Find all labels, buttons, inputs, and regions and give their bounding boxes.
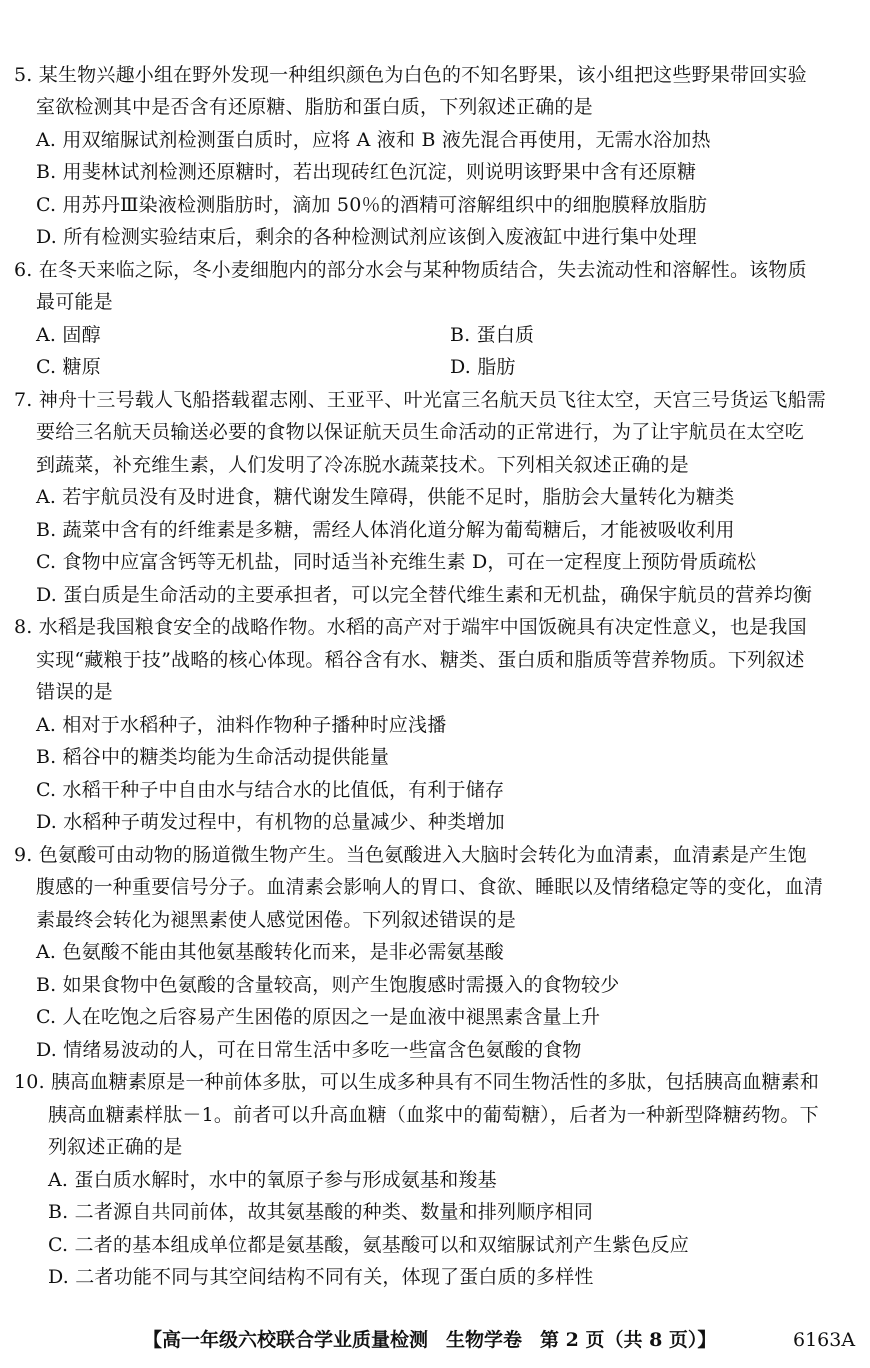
question-7-stem-line-3: 到蔬菜，补充维生素，人们发明了冷冻脱水蔬菜技术。下列相关叙述正确的是	[36, 454, 689, 476]
question-7-option-c: C. 食物中应富含钙等无机盐，同时适当补充维生素 D，可在一定程度上预防骨质疏松	[36, 551, 757, 573]
question-6-option-a: A. 固醇	[36, 324, 101, 346]
question-7-option-d: D. 蛋白质是生命活动的主要承担者，可以完全替代维生素和无机盐，确保宇航员的营养均衡	[36, 584, 813, 606]
page-footer	[0, 1325, 870, 1355]
question-10-option-a: A. 蛋白质水解时，水中的氧原子参与形成氨基和羧基	[48, 1169, 497, 1191]
question-8-option-b: B. 稻谷中的糖类均能为生命活动提供能量	[36, 746, 390, 768]
question-10-option-c: C. 二者的基本组成单位都是氨基酸，氨基酸可以和双缩脲试剂产生紫色反应	[48, 1234, 689, 1256]
question-8-stem-line-1: 8. 水稻是我国粮食安全的战略作物。水稻的高产对于端牢中国饭碗具有决定性意义，也是我国	[14, 616, 807, 638]
question-9-stem-line-3: 素最终会转化为褪黑素使人感觉困倦。下列叙述错误的是	[36, 909, 517, 931]
question-7-option-a: A. 若宇航员没有及时进食，糖代谢发生障碍，供能不足时，脂肪会大量转化为糖类	[36, 486, 735, 508]
question-7-stem-line-1: 7. 神舟十三号载人飞船搭载翟志刚、王亚平、叶光富三名航天员飞往太空，天宫三号货运飞船需	[14, 389, 826, 411]
question-10-stem-line-2: 胰高血糖素样肽－1。前者可以升高血糖（血浆中的葡萄糖），后者为一种新型降糖药物。下	[48, 1104, 819, 1126]
question-8-stem-line-3: 错误的是	[36, 681, 113, 703]
footer-subject: 生物学卷	[446, 1329, 523, 1351]
question-10-option-d: D. 二者功能不同与其空间结构不同有关，体现了蛋白质的多样性	[48, 1266, 594, 1288]
footer-exam-title: 【高一年级六校联合学业质量检测	[143, 1329, 429, 1351]
question-5-option-d: D. 所有检测实验结束后，剩余的各种检测试剂应该倒入废液缸中进行集中处理	[36, 226, 697, 248]
question-7-stem-line-2: 要给三名航天员输送必要的食物以保证航天员生命活动的正常进行，为了让宇航员在太空吃	[36, 421, 805, 443]
question-8-option-d: D. 水稻种子萌发过程中，有机物的总量减少、种类增加	[36, 811, 505, 833]
question-10-option-b: B. 二者源自共同前体，故其氨基酸的种类、数量和排列顺序相同	[48, 1201, 594, 1223]
question-8-stem-line-2: 实现“藏粮于技”战略的核心体现。稻谷含有水、糖类、蛋白质和脂质等营养物质。下列叙述	[36, 649, 805, 671]
question-5-option-b: B. 用斐林试剂检测还原糖时，若出现砖红色沉淀，则说明该野果中含有还原糖	[36, 161, 697, 183]
question-5-option-c: C. 用苏丹Ⅲ染液检测脂肪时，滴加 50％的酒精可溶解组织中的细胞膜释放脂肪	[36, 194, 708, 216]
question-6-option-d: D. 脂肪	[450, 356, 516, 378]
question-7-option-b: B. 蔬菜中含有的纤维素是多糖，需经人体消化道分解为葡萄糖后，才能被吸收利用	[36, 519, 735, 541]
footer-exam-info	[143, 1325, 716, 1355]
question-9-option-c: C. 人在吃饱之后容易产生困倦的原因之一是血液中褪黑素含量上升	[36, 1006, 601, 1028]
question-5-option-a: A. 用双缩脲试剂检测蛋白质时，应将 A 液和 B 液先混合再使用，无需水浴加热	[36, 129, 711, 151]
question-10-stem-line-1: 10. 胰高血糖素原是一种前体多肽，可以生成多种具有不同生物活性的多肽，包括胰高血糖素和	[14, 1071, 820, 1093]
question-8-option-c: C. 水稻干种子中自由水与结合水的比值低，有利于储存	[36, 779, 505, 801]
question-9-option-b: B. 如果食物中色氨酸的含量较高，则产生饱腹感时需摄入的食物较少	[36, 974, 620, 996]
question-8-option-a: A. 相对于水稻种子，油料作物种子播种时应浅播	[36, 714, 447, 736]
footer-paper-code: 6163A	[793, 1329, 856, 1351]
question-6-option-c: C. 糖原	[36, 356, 101, 378]
question-6-stem-line-1: 6. 在冬天来临之际，冬小麦细胞内的部分水会与某种物质结合，失去流动性和溶解性。该物质	[14, 259, 807, 281]
question-9-option-a: A. 色氨酸不能由其他氨基酸转化而来，是非必需氨基酸	[36, 941, 505, 963]
question-9-stem-line-2: 腹感的一种重要信号分子。血清素会影响人的胃口、食欲、睡眠以及情绪稳定等的变化，血清	[36, 876, 824, 898]
question-5-stem-line-1: 5. 某生物兴趣小组在野外发现一种组织颜色为白色的不知名野果，该小组把这些野果带回实验	[14, 64, 807, 86]
question-6-option-b: B. 蛋白质	[450, 324, 535, 346]
question-5-stem-line-2: 室欲检测其中是否含有还原糖、脂肪和蛋白质，下列叙述正确的是	[36, 96, 593, 118]
question-10-stem-line-3: 列叙述正确的是	[48, 1136, 183, 1158]
footer-page-number: 第 2 页（共 8 页）】	[540, 1329, 717, 1351]
question-6-stem-line-2: 最可能是	[36, 291, 113, 313]
question-9-option-d: D. 情绪易波动的人，可在日常生活中多吃一些富含色氨酸的食物	[36, 1039, 582, 1061]
question-9-stem-line-1: 9. 色氨酸可由动物的肠道微生物产生。当色氨酸进入大脑时会转化为血清素，血清素是产生饱	[14, 844, 807, 866]
